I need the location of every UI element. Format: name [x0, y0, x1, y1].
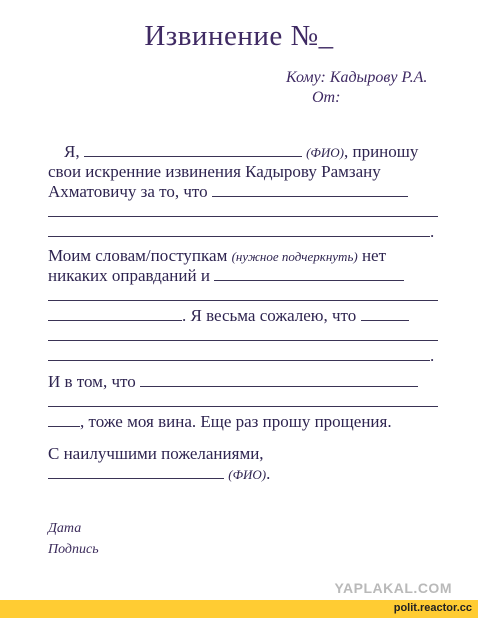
- period: .: [430, 222, 435, 241]
- body-line-11: [48, 346, 438, 366]
- fault-blank[interactable]: [140, 372, 418, 387]
- excuse-blank-end[interactable]: [48, 306, 182, 321]
- to-line: Кому: Кадырову Р.А.: [286, 69, 428, 86]
- fault-text: И в том, что: [48, 372, 136, 391]
- regret-blank-line[interactable]: [48, 346, 430, 361]
- page-title: Извинение №_: [144, 20, 334, 52]
- from-line: От:: [312, 89, 341, 106]
- body-line-7: [48, 266, 438, 286]
- fio-hint: (ФИО): [306, 145, 344, 160]
- fault-blank-line[interactable]: [48, 392, 438, 407]
- underline-hint: (нужное подчеркнуть): [231, 249, 358, 264]
- footer-site-link[interactable]: polit.reactor.cc: [393, 602, 472, 614]
- ya-text: Я,: [64, 142, 80, 161]
- fault-blank-end[interactable]: [48, 412, 80, 427]
- closing-greeting: С наилучшими пожеланиями,: [48, 444, 264, 463]
- body-line-13: [48, 392, 438, 412]
- closing-fio-blank[interactable]: [48, 464, 224, 479]
- closing-fio-line: [48, 464, 438, 484]
- regret-blank[interactable]: [361, 306, 409, 321]
- body-line-4: [48, 202, 438, 222]
- body-line-2: свои искренние извинения Кадырову Рамзану: [48, 162, 381, 181]
- body-line-12: [48, 372, 438, 392]
- footer-bar: [0, 600, 478, 618]
- body-line-1: [48, 142, 438, 162]
- words-text: Моим словам/поступкам: [48, 246, 228, 265]
- reason-blank[interactable]: [212, 182, 408, 197]
- body-line-6: [48, 246, 438, 266]
- addressee-block: [286, 68, 427, 108]
- closing-fio-hint: (ФИО): [228, 467, 267, 482]
- signature-block: [48, 518, 99, 560]
- body-line-5: [48, 222, 438, 242]
- excuse-blank[interactable]: [214, 266, 404, 281]
- reason-text: Ахматовичу за то, что: [48, 182, 208, 201]
- period: .: [266, 464, 271, 483]
- forgive-text: , тоже моя вина. Еще раз прошу прощения.: [80, 412, 392, 431]
- fio-blank[interactable]: [84, 142, 302, 157]
- no-text: нет: [361, 246, 387, 265]
- reason-blank-line[interactable]: [48, 222, 430, 237]
- body-line-14: [48, 412, 438, 432]
- body-line-8: [48, 286, 438, 306]
- letter-body: [48, 142, 438, 484]
- apology-text: , приношу: [343, 142, 419, 161]
- regret-blank-line[interactable]: [48, 326, 438, 341]
- reason-blank-line[interactable]: [48, 202, 438, 217]
- body-line-10: [48, 326, 438, 346]
- body-line-3: [48, 182, 438, 202]
- excuse-blank-line[interactable]: [48, 286, 438, 301]
- period: .: [430, 346, 435, 365]
- watermark: YAPLAKAL.COM: [334, 580, 452, 596]
- excuse-text: никаких оправданий и: [48, 266, 210, 285]
- regret-text: . Я весьма сожалею, что: [182, 306, 357, 325]
- signature-label: Подпись: [48, 542, 99, 557]
- body-line-9: [48, 306, 438, 326]
- date-label: Дата: [48, 521, 82, 536]
